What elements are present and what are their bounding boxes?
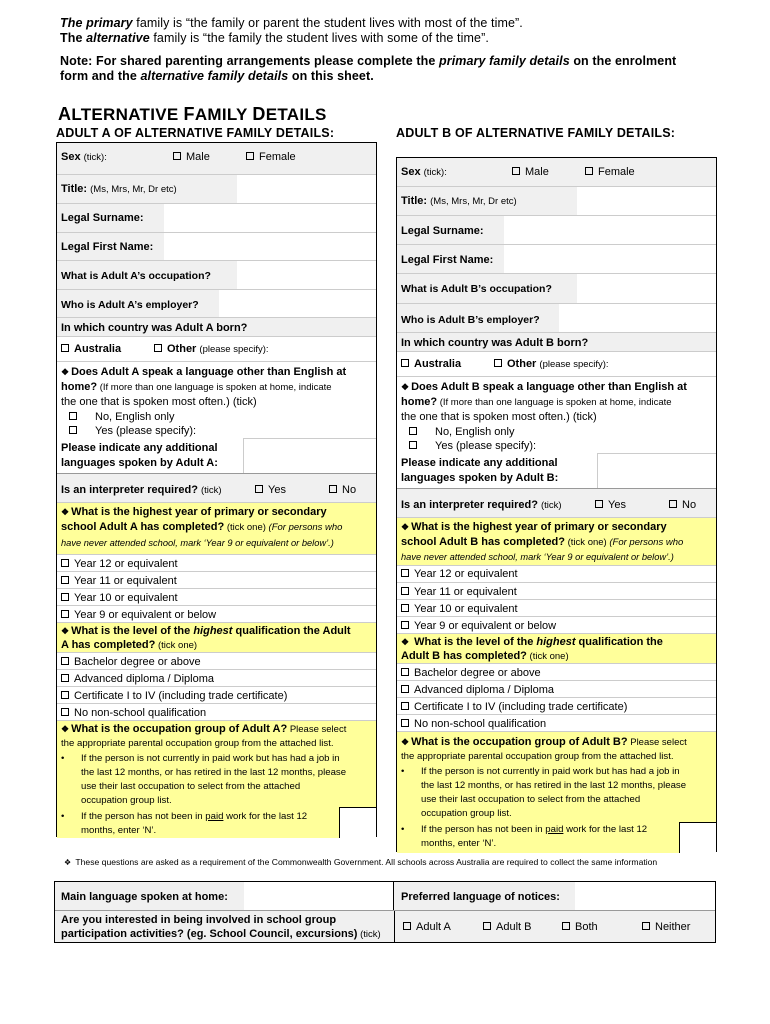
adult-b-heading: ADULT B OF ALTERNATIVE FAMILY DETAILS:	[396, 126, 676, 140]
school-question	[397, 518, 716, 566]
additional-languages-label2: languages spoken by Adult B:	[401, 472, 559, 484]
bullet2-paid: paid	[205, 811, 224, 822]
school-question	[57, 503, 376, 555]
checkbox-icon	[69, 412, 77, 420]
male-label: Male	[525, 166, 549, 178]
interpreter-no-checkbox[interactable]	[669, 498, 696, 512]
adult-a-label: Adult A	[416, 921, 451, 933]
adult-a-heading: ADULT A OF ALTERNATIVE FAMILY DETAILS:	[56, 126, 335, 140]
title-rest2: AMILY	[194, 105, 253, 124]
other-label: Other	[507, 358, 537, 370]
country-row	[57, 318, 376, 337]
bullet1-line1: If the person is not currently in paid work but has had a job in	[81, 753, 340, 764]
bullet2-line2: months, enter ‘N’.	[421, 838, 497, 849]
yes-label: Yes	[268, 484, 286, 496]
occ-please-select: Please select	[627, 737, 687, 748]
first-name-input[interactable]	[164, 233, 376, 260]
diamond-icon: ❖	[64, 858, 72, 867]
checkbox-icon	[401, 668, 409, 676]
other-label: Other	[167, 343, 197, 355]
title-label: Title:	[61, 183, 88, 195]
bachelor-label: Bachelor degree or above	[414, 667, 541, 679]
no-qual-label: No non-school qualification	[74, 707, 207, 719]
checkbox-icon	[61, 657, 69, 665]
year11-label: Year 11 or equivalent	[414, 586, 517, 598]
surname-row	[57, 204, 376, 233]
year10-label: Year 10 or equivalent	[414, 603, 518, 615]
qual-tick-one: (tick one)	[526, 651, 569, 662]
section-title	[58, 104, 327, 125]
yes-specify-checkbox[interactable]	[409, 439, 536, 453]
bullet1-line3: use their last occupation to select from the attached	[81, 781, 301, 792]
interpreter-yes-checkbox[interactable]	[595, 498, 626, 512]
surname-input[interactable]	[164, 204, 376, 232]
no-qual-label: No non-school qualification	[414, 718, 547, 730]
checkbox-icon	[401, 587, 409, 595]
year12-option[interactable]	[397, 566, 716, 583]
bullet2-post: work for the last 12	[223, 811, 308, 822]
occ-note: the appropriate parental occupation group from the attached list.	[61, 738, 334, 749]
diploma-option[interactable]	[57, 670, 376, 687]
checkbox-icon	[61, 691, 69, 699]
occ-group-question: What is the occupation group of Adult A?	[71, 723, 288, 735]
bullet1-line2: the last 12 months, or has retired in the last 12 months, please	[421, 780, 687, 791]
bullet1-line2: the last 12 months, or has retired in the last 12 months, please	[81, 767, 347, 778]
note-mid: on the enrolment	[569, 54, 677, 68]
bullet2-pre: If the person has not been in	[421, 824, 546, 835]
bullet1-line4: occupation group list.	[421, 808, 512, 819]
school-hint1: (For persons who	[609, 537, 684, 548]
main-language-label: Main language spoken at home:	[61, 891, 228, 903]
title-input[interactable]	[237, 175, 376, 203]
sex-tick-hint: (tick):	[83, 152, 107, 163]
occupation-group-input[interactable]	[339, 807, 376, 838]
first-name-row	[57, 233, 376, 261]
intro-text	[60, 16, 676, 84]
australia-checkbox[interactable]	[61, 342, 121, 356]
title-hint: (Ms, Mrs, Mr, Dr etc)	[430, 196, 517, 207]
male-checkbox[interactable]	[512, 165, 549, 179]
certificate-label: Certificate I to IV (including trade certificate)	[74, 690, 288, 702]
language-notices-table	[54, 881, 716, 943]
title-input[interactable]	[577, 187, 716, 215]
checkbox-icon	[562, 922, 570, 930]
certificate-option[interactable]	[57, 687, 376, 704]
no-english-checkbox[interactable]	[69, 410, 175, 424]
qual-question-post: qualification the	[575, 636, 663, 648]
involvement-question2: participation activities? (eg. School Council, excursions)	[61, 928, 358, 940]
no-english-label: No, English only	[95, 411, 175, 423]
checkbox-icon	[401, 621, 409, 629]
home-label: home?	[61, 381, 98, 393]
checkbox-icon	[61, 708, 69, 716]
school-question-line1: What is the highest year of primary or secondary	[71, 506, 327, 518]
certificate-option[interactable]	[397, 698, 716, 715]
year12-label: Year 12 or equivalent	[414, 568, 518, 580]
specify-hint: (please specify):	[199, 344, 269, 355]
involvement-tick-hint: (tick)	[357, 929, 381, 940]
no-english-checkbox[interactable]	[409, 425, 515, 439]
sex-row	[57, 143, 376, 175]
yes-specify-label: Yes (please specify):	[95, 425, 197, 437]
language-hint2: the one that is spoken most often.) (tick)	[61, 396, 257, 408]
checkbox-icon	[401, 569, 409, 577]
employer-label: Who is Adult B’s employer?	[401, 314, 540, 326]
yes-specify-checkbox[interactable]	[69, 424, 196, 438]
language-hint: (If more than one language is spoken at home, indicate	[97, 382, 332, 393]
both-checkbox[interactable]	[562, 920, 598, 934]
checkbox-icon	[595, 500, 603, 508]
title-row	[57, 175, 376, 204]
yes-specify-label: Yes (please specify):	[435, 440, 537, 452]
diamond-icon: ❖	[401, 522, 410, 532]
bachelor-option[interactable]	[397, 664, 716, 681]
school-question-line2: school Adult B has completed?	[401, 536, 565, 548]
year9-label: Year 9 or equivalent or below	[74, 609, 217, 621]
checkbox-icon	[61, 593, 69, 601]
occupation-row	[57, 261, 376, 290]
footnote-text: These questions are asked as a requirement of the Commonwealth Government. All schools across Australia are required to collect the same information	[75, 857, 658, 867]
no-english-label: No, English only	[435, 426, 515, 438]
first-name-label: Legal First Name:	[401, 254, 494, 266]
first-name-input[interactable]	[504, 245, 716, 273]
checkbox-icon	[401, 685, 409, 693]
interpreter-tick-hint: (tick)	[201, 485, 222, 496]
interpreter-row	[57, 474, 376, 503]
home-label: home?	[401, 396, 438, 408]
language-question: Does Adult B speak a language other than English at	[411, 381, 687, 393]
main-language-input[interactable]	[244, 882, 394, 910]
preferred-language-label: Preferred language of notices:	[401, 891, 560, 903]
note-prefix: Note: For shared parenting arrangements please complete the	[60, 54, 440, 68]
sex-label: Sex	[401, 166, 421, 178]
occ-group-question: What is the occupation group of Adult B?	[411, 736, 628, 748]
diploma-label: Advanced diploma / Diploma	[74, 673, 215, 685]
title-hint: (Ms, Mrs, Mr, Dr etc)	[90, 184, 177, 195]
title-cap-a: A	[58, 104, 72, 124]
checkbox-icon	[61, 559, 69, 567]
title-cap-f: F	[183, 104, 195, 124]
female-checkbox[interactable]	[246, 150, 296, 164]
additional-languages-label: Please indicate any additional	[401, 457, 558, 469]
year9-option[interactable]	[57, 606, 376, 623]
checkbox-icon	[329, 485, 337, 493]
involvement-row	[55, 911, 715, 942]
school-question-line2: school Adult A has completed?	[61, 521, 225, 533]
additional-languages-input[interactable]	[243, 438, 376, 473]
adult-a-checkbox[interactable]	[403, 920, 451, 934]
checkbox-icon	[61, 610, 69, 618]
surname-row	[397, 216, 716, 245]
country-options-row	[57, 337, 376, 362]
checkbox-icon	[642, 922, 650, 930]
bachelor-option[interactable]	[57, 653, 376, 670]
title-cap-d: D	[252, 104, 266, 124]
school-hint2: have never attended school, mark ‘Year 9 or equivalent or below’.)	[61, 538, 334, 548]
checkbox-icon	[483, 922, 491, 930]
sex-row	[397, 158, 716, 187]
diamond-icon: ❖	[401, 637, 410, 647]
qual-question-post: qualification the Adult	[232, 625, 351, 637]
occupation-group-block	[397, 732, 716, 853]
checkbox-icon	[69, 426, 77, 434]
qualification-question	[397, 634, 716, 664]
language-block	[57, 362, 376, 474]
surname-label: Legal Surname:	[61, 212, 144, 224]
sex-tick-hint: (tick):	[423, 167, 447, 178]
both-label: Both	[575, 921, 598, 933]
occ-please-select: Please select	[287, 724, 347, 735]
main-language-row	[55, 882, 715, 911]
first-name-label: Legal First Name:	[61, 241, 154, 253]
interpreter-no-checkbox[interactable]	[329, 483, 356, 497]
intro-line1-prefix: The	[60, 16, 87, 30]
bullet2-paid: paid	[545, 824, 564, 835]
occupation-group-input[interactable]	[679, 822, 716, 853]
employer-row	[397, 304, 716, 333]
intro-primary-em: primary	[86, 16, 133, 30]
diploma-option[interactable]	[397, 681, 716, 698]
diamond-icon: ❖	[61, 626, 70, 636]
first-name-row	[397, 245, 716, 274]
occupation-group-block	[57, 721, 376, 838]
school-question-line1: What is the highest year of primary or secondary	[411, 521, 667, 533]
employer-input[interactable]	[559, 304, 716, 332]
note-em1: primary family details	[439, 54, 570, 68]
qualification-question	[57, 623, 376, 653]
language-block	[397, 377, 716, 489]
intro-line2-prefix: The	[60, 31, 87, 45]
involvement-question: Are you interested in being involved in school group	[61, 914, 337, 926]
year10-label: Year 10 or equivalent	[74, 592, 178, 604]
checkbox-icon	[255, 485, 263, 493]
checkbox-icon	[173, 152, 181, 160]
yes-label: Yes	[608, 499, 626, 511]
employer-input[interactable]	[219, 290, 376, 317]
bullet2-line2: months, enter ‘N’.	[81, 825, 157, 836]
intro-line2-rest: family is “the family the student lives with some of the time”.	[149, 31, 489, 45]
specify-hint: (please specify):	[539, 359, 609, 370]
bullet-icon: •	[401, 766, 405, 777]
surname-label: Legal Surname:	[401, 225, 484, 237]
year9-label: Year 9 or equivalent or below	[414, 620, 557, 632]
checkbox-icon	[403, 922, 411, 930]
male-checkbox[interactable]	[173, 150, 210, 164]
checkbox-icon	[494, 359, 502, 367]
interpreter-tick-hint: (tick)	[541, 500, 562, 511]
occupation-label: What is Adult A’s occupation?	[61, 270, 211, 282]
year11-label: Year 11 or equivalent	[74, 575, 177, 587]
adult-b-label: Adult B	[496, 921, 532, 933]
preferred-language-input[interactable]	[575, 882, 715, 910]
school-hint1: (For persons who	[268, 522, 343, 533]
bullet2-pre: If the person has not been in	[81, 811, 206, 822]
bullet1-line1: If the person is not currently in paid work but has had a job in	[421, 766, 680, 777]
diamond-icon: ❖	[401, 737, 410, 747]
australia-label: Australia	[414, 358, 462, 370]
female-checkbox[interactable]	[585, 165, 635, 179]
additional-languages-label2: languages spoken by Adult A:	[61, 457, 218, 469]
interpreter-label: Is an interpreter required?	[61, 484, 198, 496]
occupation-row	[397, 274, 716, 304]
bachelor-label: Bachelor degree or above	[74, 656, 201, 668]
qual-question-line2: Adult B has completed?	[401, 650, 527, 662]
neither-checkbox[interactable]	[642, 920, 690, 934]
occupation-label: What is Adult B’s occupation?	[401, 283, 552, 295]
surname-input[interactable]	[504, 216, 716, 244]
certificate-label: Certificate I to IV (including trade certificate)	[414, 701, 628, 713]
female-label: Female	[259, 151, 296, 163]
checkbox-icon	[401, 719, 409, 727]
bullet-icon: •	[61, 753, 65, 764]
checkbox-icon	[409, 427, 417, 435]
checkbox-icon	[401, 359, 409, 367]
year10-option[interactable]	[57, 589, 376, 606]
checkbox-icon	[401, 604, 409, 612]
checkbox-icon	[585, 167, 593, 175]
bullet1-line3: use their last occupation to select from the attached	[421, 794, 641, 805]
title-row	[397, 187, 716, 216]
neither-label: Neither	[655, 921, 691, 933]
checkbox-icon	[246, 152, 254, 160]
footnote	[64, 857, 657, 867]
intro-line1-rest: family is “the family or parent the student lives with most of the time”.	[132, 16, 523, 30]
qual-question-em: highest	[193, 625, 233, 637]
year9-option[interactable]	[397, 617, 716, 634]
employer-label: Who is Adult A’s employer?	[61, 299, 199, 311]
other-country-checkbox[interactable]	[494, 357, 609, 372]
title-rest3: ETAILS	[265, 105, 327, 124]
no-label: No	[342, 484, 357, 496]
country-row	[397, 333, 716, 352]
year11-option[interactable]	[397, 583, 716, 600]
australia-checkbox[interactable]	[401, 357, 461, 371]
australia-label: Australia	[74, 343, 122, 355]
adult-b-checkbox[interactable]	[483, 920, 531, 934]
year11-option[interactable]	[57, 572, 376, 589]
checkbox-icon	[61, 344, 69, 352]
additional-languages-input[interactable]	[597, 453, 716, 488]
male-label: Male	[186, 151, 210, 163]
occupation-input[interactable]	[577, 274, 716, 303]
qual-tick-one: (tick one)	[155, 640, 198, 651]
country-label: In which country was Adult A born?	[61, 322, 248, 334]
checkbox-icon	[401, 702, 409, 710]
note-end: on this sheet.	[288, 69, 374, 83]
occupation-input[interactable]	[237, 261, 376, 289]
qual-question-line2: A has completed?	[61, 639, 156, 651]
qual-question-pre: What is the level of the	[411, 636, 537, 648]
interpreter-yes-checkbox[interactable]	[255, 483, 286, 497]
female-label: Female	[598, 166, 635, 178]
year12-option[interactable]	[57, 555, 376, 572]
diamond-icon: ❖	[61, 367, 70, 377]
interpreter-label: Is an interpreter required?	[401, 499, 538, 511]
note-em2: alternative family details	[140, 69, 289, 83]
other-country-checkbox[interactable]	[154, 342, 269, 357]
adult-b-form	[396, 157, 717, 852]
diamond-icon: ❖	[401, 382, 410, 392]
diamond-icon: ❖	[61, 724, 70, 734]
checkbox-icon	[409, 441, 417, 449]
interpreter-row	[397, 489, 716, 518]
sex-label: Sex	[61, 151, 81, 163]
school-hint2: have never attended school, mark ‘Year 9 or equivalent or below’.)	[401, 552, 674, 562]
diploma-label: Advanced diploma / Diploma	[414, 684, 555, 696]
bullet-icon: •	[401, 824, 405, 835]
qual-question-pre: What is the level of the	[71, 625, 194, 637]
diamond-icon: ❖	[61, 507, 70, 517]
language-hint2: the one that is spoken most often.) (tick)	[401, 411, 597, 423]
qual-question-em: highest	[536, 636, 576, 648]
bullet2-post: work for the last 12	[563, 824, 648, 835]
school-tick-one: (tick one)	[224, 522, 269, 533]
checkbox-icon	[61, 576, 69, 584]
intro-alternative-em: alternative	[86, 31, 150, 45]
bullet1-line4: occupation group list.	[81, 795, 172, 806]
checkbox-icon	[61, 674, 69, 682]
title-rest1: LTERNATIVE	[71, 105, 184, 124]
title-label: Title:	[401, 195, 428, 207]
note-line2-prefix: form and the	[60, 69, 141, 83]
bullet-icon: •	[61, 811, 65, 822]
language-hint: (If more than one language is spoken at home, indicate	[437, 397, 672, 408]
additional-languages-label: Please indicate any additional	[61, 442, 218, 454]
occ-note: the appropriate parental occupation group from the attached list.	[401, 751, 674, 762]
country-options-row	[397, 352, 716, 377]
no-qual-option[interactable]	[397, 715, 716, 732]
year12-label: Year 12 or equivalent	[74, 558, 178, 570]
country-label: In which country was Adult B born?	[401, 337, 589, 349]
employer-row	[57, 290, 376, 318]
no-label: No	[682, 499, 697, 511]
no-qual-option[interactable]	[57, 704, 376, 721]
year10-option[interactable]	[397, 600, 716, 617]
checkbox-icon	[154, 344, 162, 352]
adult-a-form	[56, 142, 377, 837]
school-tick-one: (tick one)	[565, 537, 610, 548]
checkbox-icon	[669, 500, 677, 508]
checkbox-icon	[512, 167, 520, 175]
language-question: Does Adult A speak a language other than English at	[71, 366, 347, 378]
